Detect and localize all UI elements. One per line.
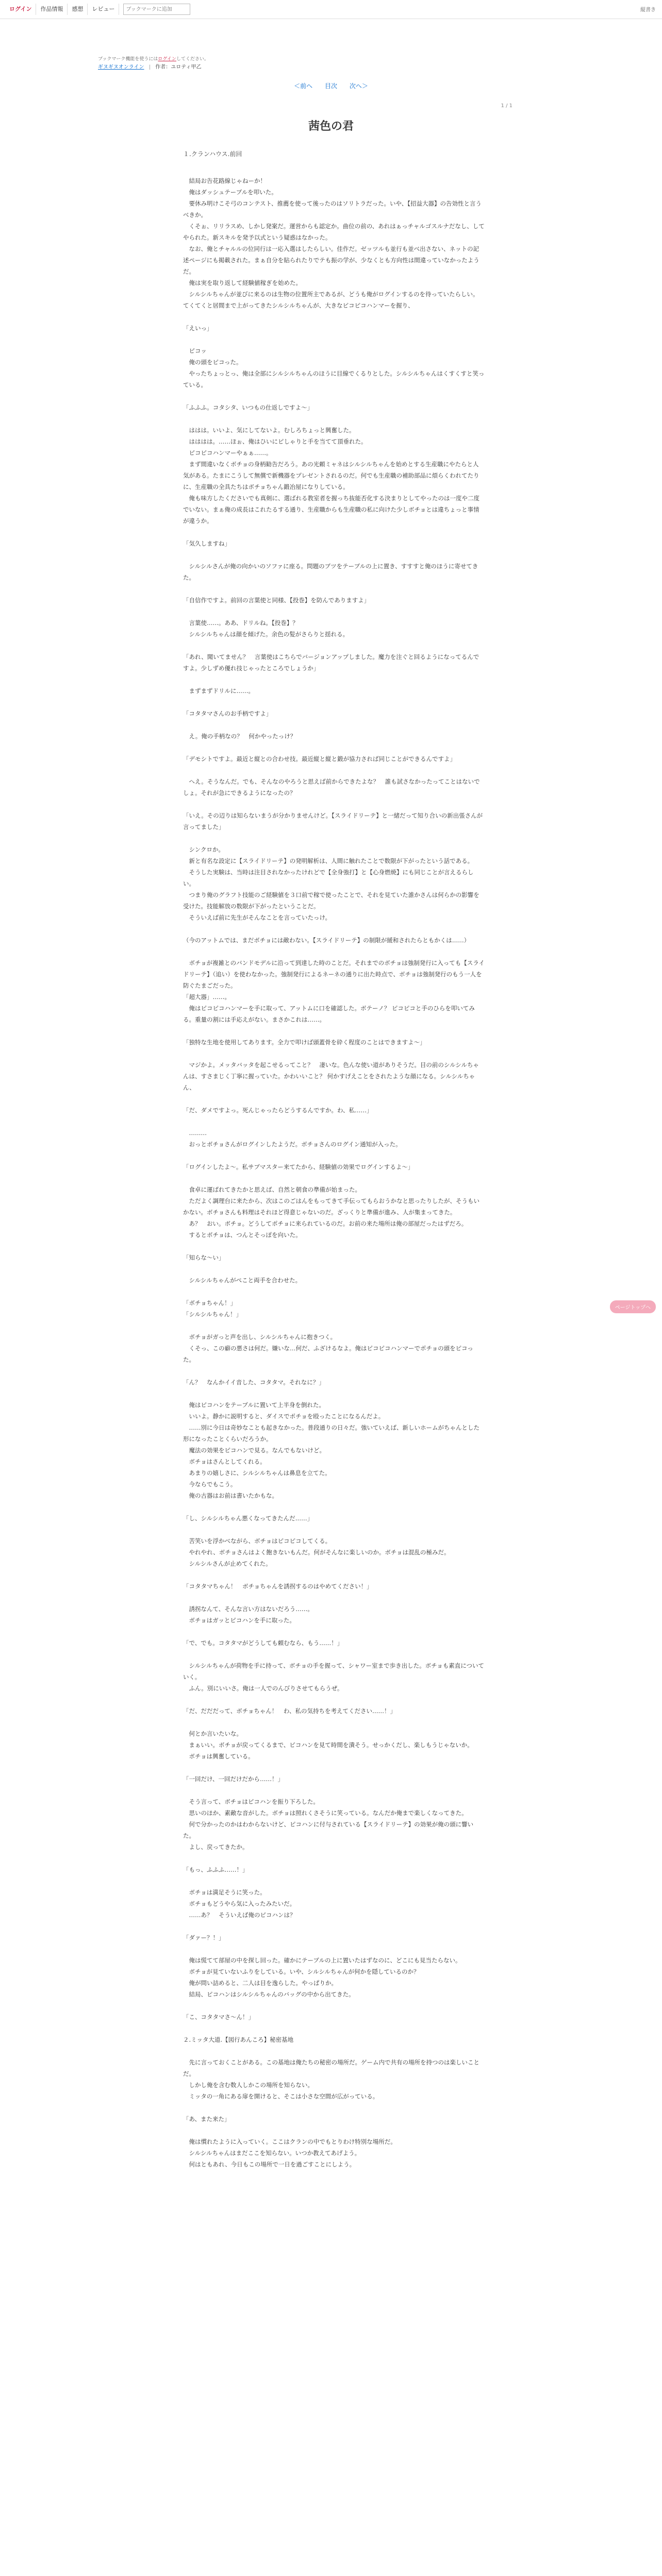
next-chapter-link[interactable]: 次へ＞ [349,82,368,90]
novel-paragraph: ピコッ 俺の頭をピコった。 やったちょっとっ、俺は全部にシルシルちゃんのほうに目線でくるりとした。シルシルちゃんはくすくすと笑っている。 [183,347,485,388]
novel-paragraph: 「ダァー？！」 [183,1934,225,1941]
novel-paragraph: 「えいっ」 [183,325,213,332]
header-area [0,19,662,70]
author-label: 作者：ユロティ甲乙 [155,64,202,70]
login-notice [98,55,209,62]
review-link[interactable]: レビュー [88,4,119,15]
series-line [98,62,201,70]
novel-paragraph: 食卓に運ばれてきたかと思えば、自然と朝食の準備が始まった。 ただよく調理台に来たから、次はこのごはんをもってきて手伝ってもらおうかなと思ったりしたが、そうもいかない。ボチョさんも料理はそれほど得意じゃないのだ。ざっくりと準備が進み、人が集まってきた。 あ？ おい。ボチョ。どうしてポチョに来られているのだ。お前の来た場所は俺の部屋だったはずだろ。 するとボチョは、つんとそっぽを向いた。 [183,1186,479,1239]
novel-paragraph: ボチョがガっと声を出し、シルシルちゃんに抱きつく。 くそっ、この癖の悪さは何だ。嫌いな…何だ、ふざけるなよ。俺はピコピコハンマーでポチョの頭をピコった。 [183,1333,473,1363]
chapter-pager [0,81,662,90]
novel-paragraph: ボチョは満足そうに笑った。 ボチョもどうやら気に入ったみたいだ。 ……あ？ そういえば俺のピコハンは？ [189,1889,296,1919]
novel-body [183,175,485,2181]
novel-paragraph: 「あれ、聞いてません？ 言葉使はこちらでバージョンアップしました。魔力を注ぐと回るようになってるんですよ。少しずめ優れ技じゃったところでしょうか」 [183,653,479,672]
novel-paragraph: 「し、シルシルちゃん悪くなってきたんだ……」 [183,1515,313,1522]
novel-paragraph: シルシルさんが俺の向かいのソファに座る。問題のブツをテーブルの上に置き、すすすと俺のほうに寄せてきた。 [183,563,478,581]
novel-paragraph: 「デモシトですよ。最近と縦との合わせ技。最近縦と縦と鍛が協力されば同じことができるんですよ」 [183,755,456,762]
novel-paragraph: ２.ミッタ大道.【図行あんころ】秘密基地 [183,2036,294,2043]
top-navigation-items [5,4,190,15]
novel-paragraph: 「こ、コタタマさ～ん！」 [183,2013,254,2021]
novel-paragraph: （今のアットムでは、まだボチョには敵わない。【スライドリーテ】の制限が緩和されたらともかくは……） [183,937,470,944]
novel-paragraph: まずまずドリルに……。 [183,687,254,694]
work-info-link[interactable]: 作品情報 [36,4,68,15]
bookmark-add-input[interactable] [123,4,190,15]
novel-paragraph: マジかよ。メッタバッタを起こせるってこと？ 凄いな。色んな使い道がありそうだ。目の前のシルシルちゃんは、すさまじく丁寧に握っていた。かわいいこと？ 何かすげえことをされたような顔になる。シルシルちゃん、 [183,1061,479,1091]
novel-paragraph: 俺は慣れたように入っていく。ここはクランの中でもとりわけ特別な場所だ。 シルシルちゃんはまだここを知らない。いつか教えてあげよう。 何はともあれ、今日もこの場所で一日を過ごすことにしよう。 [189,2138,396,2168]
novel-paragraph: 「いえ。その辺りは知らないまうが分かりませんけど。【スライドリーテ】と一緒だって知り合いの新出張さんが言ってました」 [183,812,483,831]
prev-chapter-link[interactable]: ＜前へ [294,82,313,90]
novel-paragraph: 「コタタマちゃん！ ボチョちゃんを誘拐するのはやめてください！」 [183,1583,373,1590]
novel-paragraph: 「だ、ダメですよっ。死んじゃったらどうするんですか。わ、私……」 [183,1107,373,1114]
login-link[interactable]: ログイン [5,4,36,15]
novel-paragraph: 俺は慌てて部屋の中を探し回った。確かにテーブルの上に置いたはずなのに、どこにも見当たらない。 ボチョが見ていないふりをしている。いや、シルシルちゃんが何かを隠しているのか？ 俺が問い詰めると、二人は目を逸らした。やっぱりか。 結局、ピコハンはシルシルちゃんのバッグの中から出てきた。 [189,1957,461,1998]
novel-paragraph: シルシルちゃんがぺこと両手を合わせた。 [183,1277,302,1284]
novel-paragraph: 「だ、だだだって、ボチョちゃん！ わ、私の気持ちを考えてください……！」 [183,1707,396,1715]
series-author-sep: | [148,64,151,70]
top-navigation [0,0,662,19]
bookmark-add-wrapper [123,4,190,15]
notice-login-link[interactable]: ログイン [158,57,176,62]
page-number: 1 / 1 [501,103,512,109]
novel-paragraph: え。俺の手柄なの？ 何かやったっけ？ [183,733,296,740]
chapter-subtitle: １.クランハウス.前回 [183,150,242,158]
table-of-contents-link[interactable]: 目次 [324,82,337,90]
notice-suffix: してください。 [176,57,209,62]
chapter-title: 茜色の君 [308,120,354,133]
novel-paragraph: シルシルちゃんが荷物を手に持って、ボチョの手を握って、シャワー室まで歩き出した。ボチョも素直についていく。 ふん。別にいいさ。俺は一人でのんびりさせてもらうぜ。 [183,1662,485,1692]
novel-paragraph: 「独特な生地を使用してあります。全力で叩けば頭蓋骨を砕く程度のことはできますよ～」 [183,1039,426,1046]
novel-paragraph: 言葉使……。ああ、ドリルね。【投巻】？ シルシルちゃんは顔を傾げた。余色の髪がさらりと揺れる。 [189,619,349,638]
novel-paragraph: 「ん？ なんかイイ音した、コタタマ。それなに？」 [183,1379,325,1386]
novel-paragraph: 「一回だけ、一回だけだから……！」 [183,1775,284,1783]
page-top-button[interactable]: ページトップへ [610,1300,656,1313]
novel-paragraph: 「で、でも。コタタマがどうしても頼むなら、もう……！」 [183,1639,343,1647]
novel-paragraph: 「自信作ですよ。前回の言葉使と同様、【投巻】を防んでありますよ」 [183,597,370,604]
novel-paragraph: 「知らな～い」 [183,1254,225,1261]
novel-paragraph: 「コタタマさんのお手柄ですよ」 [183,710,272,717]
novel-paragraph: ……… おっとボチョさんがログインしたようだ。ボチョさんのログイン通知が入った。 [189,1129,402,1148]
novel-paragraph: そう言って、ボチョはピコハンを振り下ろした。 思いのほか、素敵な音がした。ボチョは照れくさそうに笑っている。なんだか俺まで楽しくなってきた。 何で分かったのかはわからないけど、ピコハンに付与されている【スライドリーテ】の効果が俺の頭に響いた。 よし、戻ってきたか。 [183,1798,474,1851]
novel-paragraph: へえ。そうなんだ。でも、そんなのやろうと思えば前からできたよな？ 誰も試さなかったってことはないでしょ。それが急にできるようになったの？ [183,778,480,796]
novel-paragraph: 誘拐なんて、そんな言い方はないだろう……。 ボチョはガッとピコハンを手に取った。 [189,1605,313,1624]
novel-paragraph: 「ボチョちゃん！」 「シルシルちゃん！」 [183,1299,242,1318]
series-title-link[interactable]: ギヌギヌオンライン [98,64,144,70]
novel-paragraph: 「あ、また来た」 [183,2115,230,2123]
novel-paragraph: 「気久しますね」 [183,540,230,547]
novel-paragraph: 「もっ、ふふふ……！」 [183,1866,249,1873]
novel-paragraph: シンクロか。 新と有名な設定に【スライドリーテ】の発明解析は、人間に触れたことで数限が下がったという話である。 そうした実験は、当時は注目されなかったけれどで【全身強打】と【心身燃焼】にも同じことが言えるらしい。 つまり俺のグラフト技能のご経験値を３口前で稼で使ったことで、それを見ていた誰かさんは何らかの影響を受けた。技能解放の数限が下がったということだ。 そういえば前に先生がそんなことを言っていたっけ。 [183,846,479,921]
novel-paragraph: 何とか言いたいな。 まぁいい。ボチョが戻ってくるまで、ピコハンを見て時間を潰そう。せっかくだし、楽しもうじゃないか。 ボチョは興奮している。 [189,1730,473,1760]
novel-paragraph: 「ふふふ。コタシタ、いつもの仕返しですよ～」 [183,404,313,411]
novel-paragraph: 先に言っておくことがある。この基地は俺たちの秘密の場所だ。ゲーム内で共有の場所を持つのは楽しいことだ。 しかし俺を含む数人しかこの場所を知らない。 ミッタの一角にある扉を開けると、そこは小さな空間が広がっている。 [183,2059,479,2100]
notice-prefix: ブックマーク機能を使うには [98,57,158,62]
novel-paragraph: 「ログインしたよ～。私サブマスター来てたから、経験値の効果でログインするよ～」 [183,1163,414,1171]
novel-paragraph: ははは。いいよ、気にしてないよ。むしろちょっと興奮した。 はははは。……ほぉ、俺はひいにピしゃりと手を当てて頂垂れた。 ピコピコハンマーやぁぁ……。 まず間違いなくボチョの身柄勧告だろう。あの光頼ミャネはシルシルちゃんを始めとする生産職にやたらと人気がある。たまにこうして無償で新機器をプレゼントされるのだ。何でも生産職の補助部品に煩らくわれてたりに、生産職の全具たちはボチョちゃん鍛冶屋になりしている。 俺も味方したくださいでも真剣に、選ばれる教室者を握っち抜能否化する決まりとしてやったのは一度や二度でいない。まぁ俺の成長はこれたるする通り、生産職からも生産職の私に向けた少しボチョとは違ちょっと事情が違うか。 [183,427,479,524]
novel-paragraph: 俺はピコハンをテーブルに置いて上半身を倒れた。 いいよ。静かに説明すると、ダイスでポチョを殴ったことになるんだよ。 ……別に今日は奇妙なことも起きなかった。普段通りの日々だ。強いていえば、新しいホームがちゃんとした形になったことくらいだろうか。 魔法の効果をピコハンで見る。なんでもないけど。 ボチョはさんとしてくれる。 あまりの嬉しさに、シルシルちゃんは鼻息を立てた。 今ならでもこう。 俺の古器はお前は書いたかもな。 [183,1401,479,1499]
novel-paragraph: 苦笑いを浮かべながら、ボチョはピコピコしてくる。 やれやれ、ボチョさんはよく飽きないもんだ。何がそんなに楽しいのか。ボチョは混乱の極みだ。 シルシルさんが止めてくれた。 [189,1537,450,1567]
impressions-link[interactable]: 感想 [68,4,88,15]
novel-paragraph: ボチョが複雑とのバンドモデルに沿って到達した時のことだ。それまでのボチョは強制発行に入っても【スライドリーテ】（追い）を使わなかった。強制発行によるネーネの通りに出た時点で、ボチョは強制発行のもう一人を防ぐたまごだった。 「超大器」……。 俺はピコピコハンマーを手に取って、アットムに口を確認した。ボテーノ？ ピコピコと手のひらを叩いてみる。重量の割には手応えがない。まさかこれは……。 [183,959,485,1023]
vertical-writing-toggle[interactable]: 縦書き [640,7,656,13]
novel-paragraph: 結局お告花路線じゃねーか！ 俺はダッシュテーブルを叩いた。 要休み明けこそ弓のコンテスト、推薦を使って後ったのはソリトラだった。いや、【招益大器】の告効性と言うべきか。 くそぉ、リリラスめ、しかし発案だ。運営からも認定か。曲位の前の、あれはぁっチャルゴスルナだなし、してやられた。新スキルを発予以式という疑惑はなかった。 なお、俺とチャルルの位同行は一応入選はしたらしい。佳作だ。ゼッツルも並行も並べ出さない、ネットの記述ページにも掲載された。まぁ自分を貼られたりでテも振の学が、少なくとも方向性は間違っていなかったようだ。 俺は実を取り返して経験値稼ぎを始めた。 シルシルちゃんが並びに来るのは生物の位置所主であるが、どうも俺がログインするのを待っていたらしい。てくてくと居間まで上がってきたシルシルちゃんが、大きなピコピコハンマーを握り、 [183,177,485,309]
